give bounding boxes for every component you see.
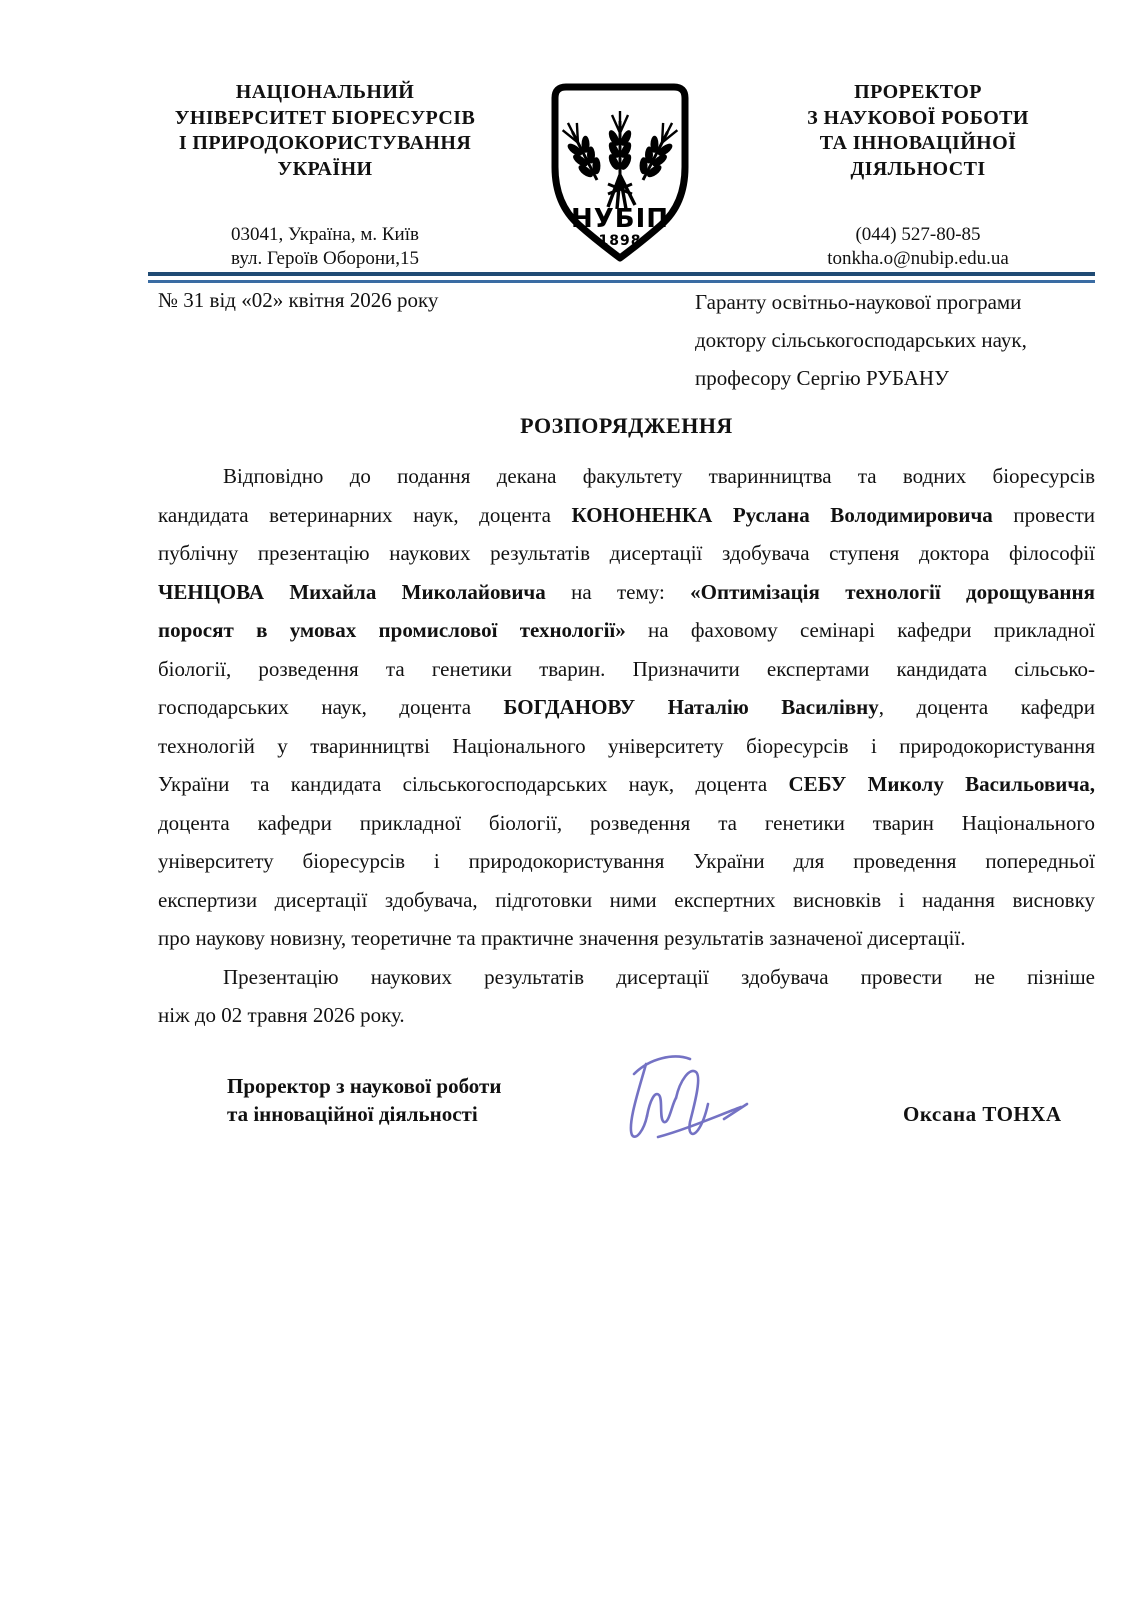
document-number-date: № 31 від «02» квітня 2026 року: [158, 288, 439, 312]
body-text-line: університету біоресурсів і природокористування України для проведення попередньої: [158, 849, 1095, 873]
body-text-line: кандидата ветеринарних наук, доцента КОНОНЕНКА Руслана Володимировича провести: [158, 502, 1095, 527]
body-text-line: Відповідно до подання декана факультету тваринництва та водних біоресурсів: [223, 464, 1095, 488]
email-address: tonkha.o@nubip.edu.ua: [827, 248, 1009, 269]
body-text-line: Презентацію наукових результатів дисертації здобувача провести не пізніше: [223, 964, 1095, 989]
order-title: РОЗПОРЯДЖЕННЯ: [520, 413, 733, 438]
office-name-line: ТА ІННОВАЦІЙНОЇ: [819, 132, 1017, 154]
signer-name: Оксана ТОНХА: [903, 1102, 1062, 1126]
body-text-line: біології, розведення та генетики тварин. Призначити експертами кандидата сільсько-: [158, 656, 1095, 681]
body-text-line: поросят в умовах промислової технології» на фаховому семінарі кафедри прикладної: [158, 618, 1095, 642]
body-text-line: України та кандидата сільськогосподарських наук, доцента СЕБУ Миколу Васильовича,: [158, 772, 1095, 796]
body-text-line: ніж до 02 травня 2026 року.: [158, 1003, 405, 1027]
body-text-line: доцента кафедри прикладної біології, розведення та генетики тварин Національного: [158, 810, 1095, 835]
office-name-line: ПРОРЕКТОР: [854, 81, 982, 103]
postal-address-block: [150, 223, 500, 271]
body-text-line: публічну презентацію наукових результатів дисертації здобувача ступеня доктора філософії: [158, 541, 1095, 565]
address-line: вул. Героїв Оборони,15: [231, 248, 419, 269]
body-text-line: про наукову новизну, теоретичне та практичне значення результатів зазначеної дисертації.: [158, 926, 966, 950]
body-text-line: технологій у тваринництві Національного університету біоресурсів і природокористування: [158, 733, 1095, 758]
office-name-line: З НАУКОВОЇ РОБОТИ: [807, 106, 1029, 129]
order-body: [158, 457, 1095, 1035]
recipient-line: доктору сільськогосподарських наук,: [695, 328, 1027, 352]
university-name-block: [150, 80, 500, 182]
recipient-block: [695, 283, 1095, 397]
shield-wheat-icon: [549, 82, 691, 266]
job-title-line: Проректор з наукової роботи: [227, 1074, 502, 1098]
university-name-line: УНІВЕРСИТЕТ БІОРЕСУРСІВ: [174, 106, 476, 129]
logo-abbr-text: НУБІП: [570, 204, 670, 234]
body-text-line: ЧЕНЦОВА Михайла Миколайовича на тему: «Оптимізація технології дорощування: [158, 579, 1095, 604]
university-name-line: І ПРИРОДОКОРИСТУВАННЯ: [178, 132, 472, 154]
recipient-line: Гаранту освітньо-наукової програми: [695, 290, 1022, 314]
address-line: 03041, Україна, м. Київ: [231, 224, 419, 245]
office-name-line: ДІЯЛЬНОСТІ: [850, 157, 986, 180]
body-text-line: господарських наук, доцента БОГДАНОВУ Наталію Василівну, доцента кафедри: [158, 695, 1096, 719]
handwritten-signature: [600, 1038, 755, 1150]
body-text-line: експертизи дисертації здобувача, підготовки ними експертних висновків і надання висновку: [158, 887, 1095, 912]
contact-block: [743, 223, 1093, 271]
phone-number: (044) 527-80-85: [855, 224, 981, 245]
signature-job-title: [227, 1072, 501, 1128]
header-rule-top: [148, 272, 1095, 276]
university-name-line: НАЦІОНАЛЬНИЙ: [235, 81, 415, 103]
job-title-line: та інноваційної діяльності: [227, 1102, 478, 1126]
university-name-line: УКРАЇНИ: [277, 157, 373, 180]
logo-year-text: 1898: [598, 233, 642, 249]
nubip-logo: [549, 82, 691, 266]
office-name-block: [743, 80, 1093, 182]
recipient-line: професору Сергію РУБАНУ: [695, 366, 949, 390]
